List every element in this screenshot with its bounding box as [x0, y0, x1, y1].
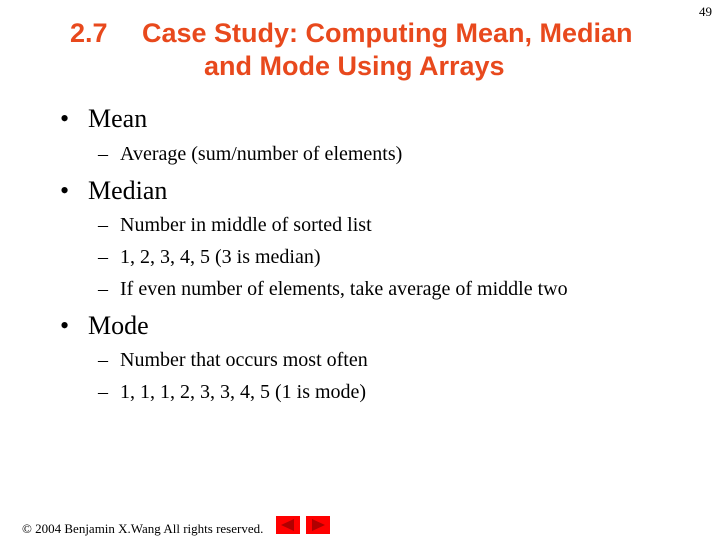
sub-item: If even number of elements, take average of middle two	[120, 278, 568, 300]
dash-icon: –	[98, 278, 108, 300]
bullet-median: Median	[88, 176, 168, 205]
dash-icon: –	[98, 349, 108, 371]
bullet-mean: Mean	[88, 104, 148, 133]
title-line-2: and Mode Using Arrays	[204, 51, 505, 81]
prev-slide-button[interactable]	[276, 516, 300, 534]
sub-item: 1, 2, 3, 4, 5 (3 is median)	[120, 246, 321, 268]
copyright: © 2004 Benjamin X.Wang All rights reserved.	[22, 521, 264, 536]
triangle-right-icon	[306, 516, 330, 534]
sub-item: Number that occurs most often	[120, 349, 368, 371]
section-number: 2.7	[70, 18, 108, 48]
title-line-1: Case Study: Computing Mean, Median	[142, 18, 633, 48]
next-slide-button[interactable]	[306, 516, 330, 534]
triangle-left-icon	[276, 516, 300, 534]
dash-icon: –	[98, 143, 108, 165]
bullet-icon: •	[60, 311, 70, 340]
sub-item: Number in middle of sorted list	[120, 214, 372, 236]
bullet-mode: Mode	[88, 311, 149, 340]
dash-icon: –	[98, 214, 108, 236]
page-number: 49	[699, 4, 712, 19]
sub-item: Average (sum/number of elements)	[120, 143, 403, 165]
dash-icon: –	[98, 246, 108, 268]
bullet-icon: •	[60, 104, 70, 133]
dash-icon: –	[98, 381, 108, 403]
bullet-icon: •	[60, 176, 70, 205]
sub-item: 1, 1, 1, 2, 3, 3, 4, 5 (1 is mode)	[120, 381, 367, 403]
